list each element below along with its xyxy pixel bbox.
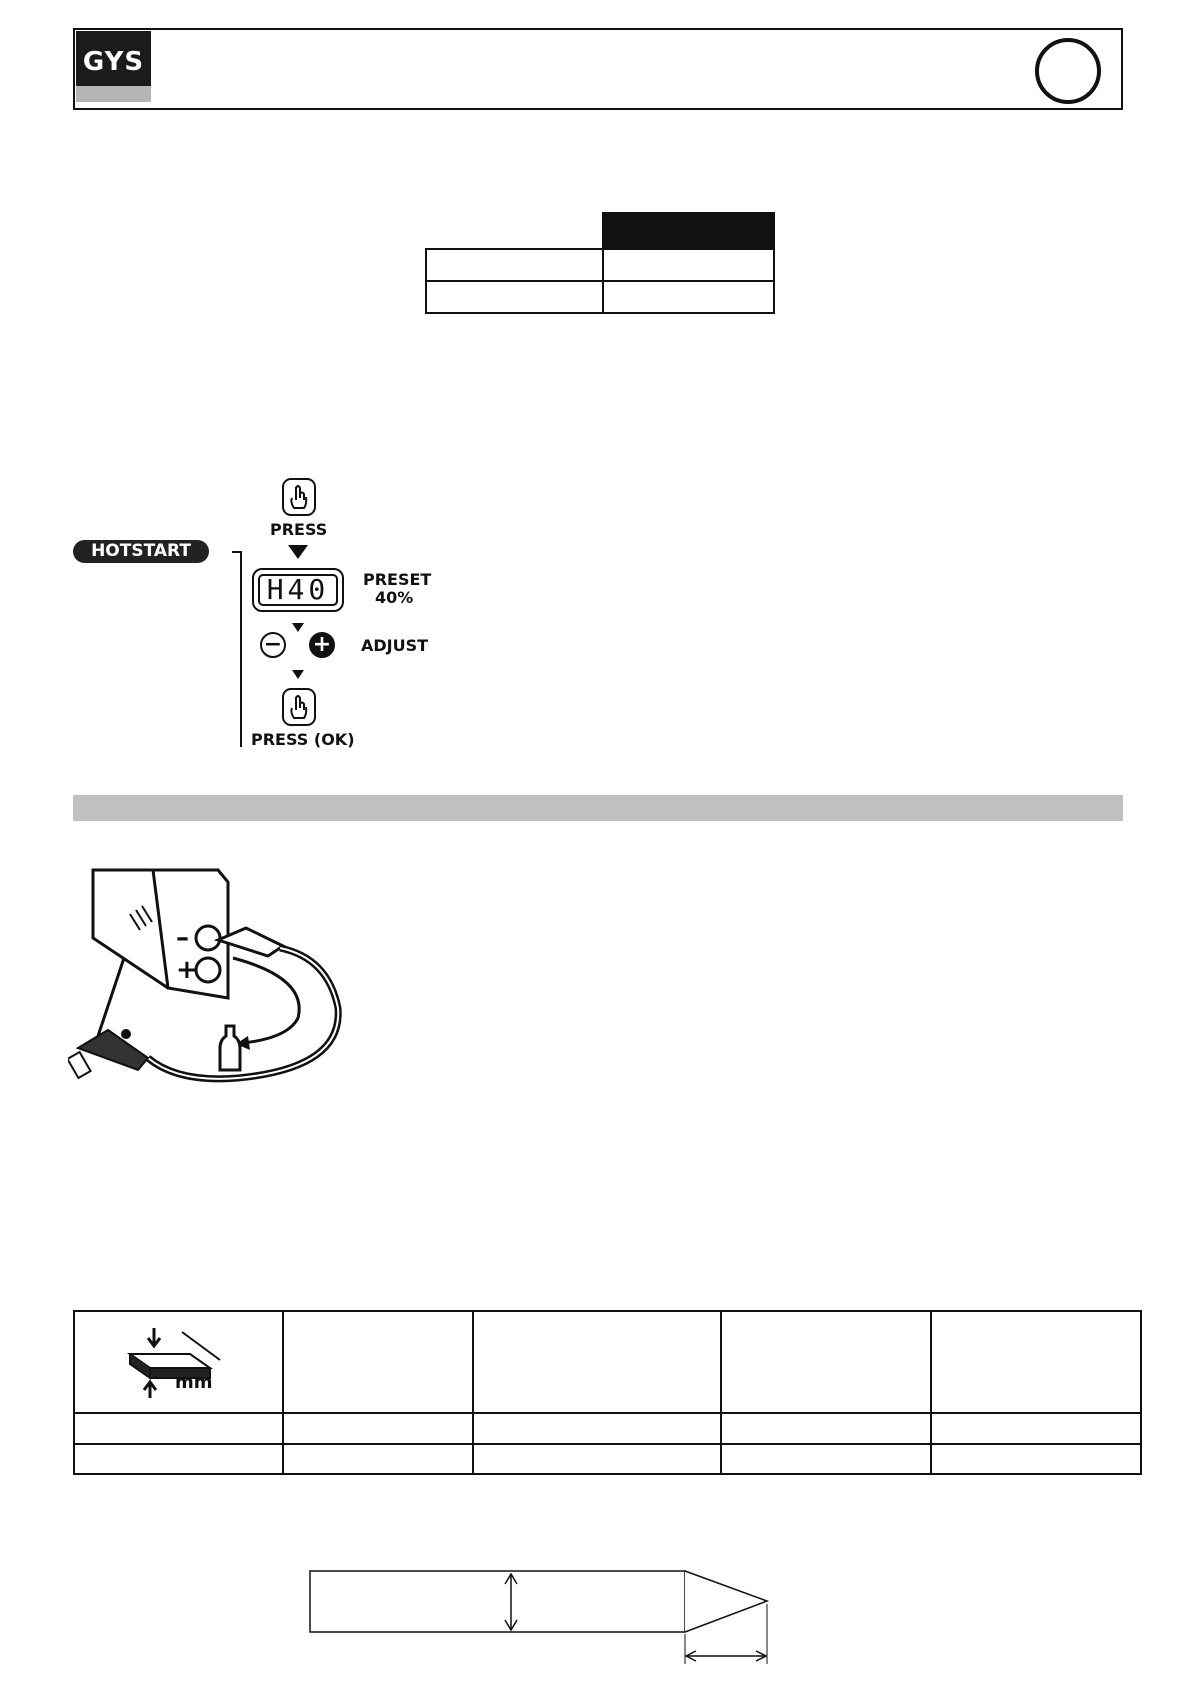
gas-hose [233,958,299,1043]
thickness-table-header [930,1310,1142,1414]
electrode-tip [685,1571,767,1632]
small-table-cell [425,248,604,282]
thickness-table-cell [472,1412,722,1445]
thickness-table-cell [930,1443,1142,1475]
preset-label: PRESET [363,570,432,589]
gas-bottle-icon [220,1026,240,1070]
thickness-table-cell [73,1443,284,1475]
thickness-table-cell [282,1443,474,1475]
plus-icon: + [309,632,335,658]
minus-terminal-label: – [176,923,189,953]
plus-terminal [196,958,220,982]
page-header [73,28,1123,110]
thickness-table-cell [73,1412,284,1445]
minus-icon: − [260,632,286,658]
hotstart-bracket-line [240,551,242,747]
small-table-cell [602,280,775,314]
thickness-table-cell [930,1412,1142,1445]
torch-trigger [121,1029,131,1039]
press-button-icon [282,478,316,516]
thickness-table-cell [720,1443,932,1475]
press-ok-label: PRESS (OK) [251,730,355,749]
language-badge [1035,38,1101,104]
thickness-unit-label: mm [175,1372,213,1393]
hand-pointer-icon [284,480,314,514]
thickness-table-header [472,1310,722,1414]
preset-value-label: 40% [375,588,414,607]
hand-pointer-icon [284,690,314,724]
thickness-table-header [720,1310,932,1414]
tig-torch-icon [78,1030,148,1070]
hotstart-label: HOTSTART [73,540,209,563]
electrode-rod [310,1571,685,1632]
small-table-header-cell [602,214,775,248]
thickness-table-header [282,1310,474,1414]
press-label: PRESS [270,520,328,539]
electrode-tip-diagram [300,1560,780,1670]
arrow-down-icon [292,670,304,679]
thickness-table-cell [282,1412,474,1445]
led-display-value: H40 [258,574,338,606]
section-heading-bar [73,795,1123,821]
thickness-table-cell [720,1412,932,1445]
small-table-cell [425,280,604,314]
adjust-label: ADJUST [361,636,429,655]
thickness-header-cell [73,1310,284,1414]
torch-nozzle [68,1052,91,1078]
tig-connection-diagram [68,858,368,1098]
arrow-down-icon [292,623,304,632]
minus-terminal [196,926,220,950]
thickness-table-cell [472,1443,722,1475]
plus-terminal-label: + [176,955,198,985]
small-table-cell [602,248,775,282]
press-ok-button-icon [282,688,316,726]
arrow-down-icon [288,545,308,559]
gys-logo-band [76,86,151,102]
tungsten-electrode [98,958,124,1036]
gys-logo-text: GYS [82,47,145,77]
